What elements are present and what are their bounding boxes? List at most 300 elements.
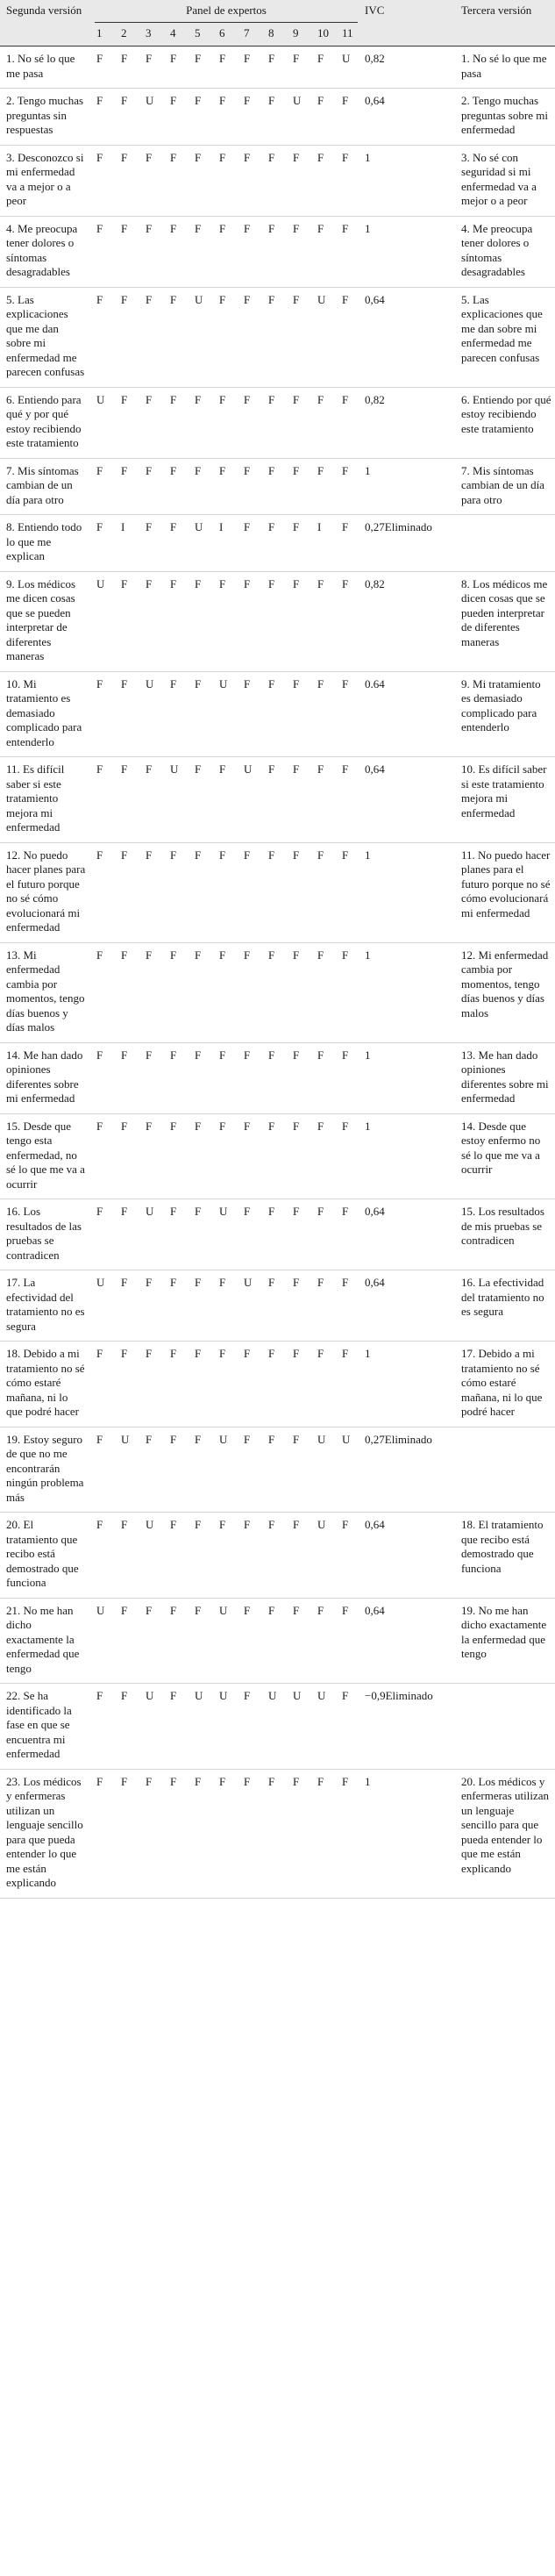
segunda-version-item: 21. No me han dicho exactamente la enfermedad que tengo <box>6 1603 80 1675</box>
ivc-value: 1 <box>365 463 371 477</box>
expert-rating: F <box>219 94 226 107</box>
expert-number-7: 7 <box>238 23 263 47</box>
expert-rating: F <box>219 463 226 477</box>
ivc-value: 1 <box>365 221 371 235</box>
expert-rating: U <box>293 1689 302 1702</box>
expert-rating: F <box>96 848 103 862</box>
table-row <box>0 89 555 146</box>
expert-rating: F <box>96 762 103 776</box>
expert-rating: F <box>170 150 177 164</box>
expert-rating: F <box>219 1774 226 1788</box>
expert-rating: F <box>170 948 177 962</box>
expert-rating: F <box>121 762 128 776</box>
expert-rating: F <box>96 1119 103 1133</box>
expert-rating: F <box>244 1432 251 1446</box>
expert-rating: F <box>121 576 128 590</box>
expert-rating: F <box>96 150 103 164</box>
segunda-version-item: 13. Mi enfermedad cambia por momentos, tengo días buenos y días malos <box>6 948 85 1034</box>
expert-rating: F <box>342 94 349 107</box>
expert-rating: F <box>293 848 300 862</box>
expert-rating: F <box>293 1603 300 1617</box>
segunda-version-item: 10. Mi tratamiento es demasiado complicado para entenderlo <box>6 676 82 748</box>
expert-number-8: 8 <box>263 23 288 47</box>
expert-rating: F <box>317 1774 324 1788</box>
expert-rating: F <box>268 94 275 107</box>
expert-rating: F <box>219 576 226 590</box>
expert-rating: F <box>244 676 251 691</box>
expert-rating: F <box>293 52 300 65</box>
expert-rating: U <box>317 1689 326 1702</box>
ivc-value: 1 <box>365 1774 371 1788</box>
expert-rating: F <box>268 150 275 164</box>
expert-rating: F <box>96 520 103 533</box>
expert-rating: F <box>244 1603 251 1617</box>
expert-rating: F <box>244 1205 251 1218</box>
expert-number-9: 9 <box>288 23 312 47</box>
expert-rating: F <box>268 463 275 477</box>
ivc-value: 0,64 <box>365 1518 385 1531</box>
expert-rating: U <box>195 520 203 533</box>
expert-rating: F <box>146 520 153 533</box>
ivc-value: 1 <box>365 150 371 164</box>
expert-rating: F <box>96 676 103 691</box>
expert-rating: F <box>146 1048 153 1062</box>
segunda-version-item: 1. No sé lo que me pasa <box>6 52 75 80</box>
expert-rating: F <box>121 676 128 691</box>
expert-rating: F <box>342 1774 349 1788</box>
table-row <box>0 942 555 1042</box>
expert-rating: F <box>317 948 324 962</box>
expert-rating: F <box>317 150 324 164</box>
expert-rating: F <box>293 292 300 306</box>
expert-rating: F <box>121 1689 128 1702</box>
tercera-version-item: 20. Los médicos y enfermeras utilizan un lenguaje sencillo para que pueda entender lo que me están explicando <box>461 1774 549 1875</box>
tercera-version-item: 18. El tratamiento que recibo está demostrado que funciona <box>461 1518 544 1575</box>
expert-number-4: 4 <box>165 23 189 47</box>
segunda-version-item: 12. No puedo hacer planes para el futuro porque no sé cómo evolucionará mi enfermedad <box>6 848 86 934</box>
expert-rating: F <box>219 1276 226 1289</box>
tercera-version-item: 4. Me preocupa tener dolores o síntomas desagradables <box>461 221 533 278</box>
table-row <box>0 1769 555 1898</box>
expert-rating: F <box>342 948 349 962</box>
expert-rating: U <box>96 392 105 406</box>
header-tercera-version: Tercera versión <box>455 0 555 47</box>
ivc-value: 0,64 <box>365 1276 385 1289</box>
expert-rating: F <box>342 520 349 533</box>
segunda-version-item: 11. Es difícil saber si este tratamiento mejora mi enfermedad <box>6 762 65 834</box>
ivc-value: 0,82 <box>365 392 385 406</box>
table-row <box>0 1684 555 1770</box>
expert-rating: F <box>146 1774 153 1788</box>
table-row <box>0 1427 555 1513</box>
expert-rating: F <box>268 1205 275 1218</box>
expert-rating: F <box>195 392 202 406</box>
expert-rating: F <box>219 1518 226 1531</box>
expert-rating: F <box>170 94 177 107</box>
expert-rating: F <box>244 1347 251 1360</box>
expert-rating: F <box>146 1119 153 1133</box>
expert-number-6: 6 <box>214 23 238 47</box>
expert-rating: F <box>96 94 103 107</box>
ivc-value: −0,9Eliminado <box>365 1689 433 1702</box>
expert-rating: F <box>195 221 202 235</box>
expert-rating: F <box>342 1205 349 1218</box>
expert-rating: U <box>342 1432 351 1446</box>
ivc-value: 1 <box>365 1048 371 1062</box>
table-row <box>0 287 555 387</box>
expert-rating: F <box>96 221 103 235</box>
tercera-version-item: 5. Las explicaciones que me dan sobre mi enfermedad me parecen confusas <box>461 292 543 364</box>
expert-rating: F <box>121 1205 128 1218</box>
expert-rating: F <box>195 1347 202 1360</box>
expert-rating: F <box>121 1347 128 1360</box>
expert-rating: F <box>170 392 177 406</box>
expert-rating: F <box>342 576 349 590</box>
expert-rating: F <box>146 392 153 406</box>
expert-rating: U <box>146 1689 154 1702</box>
expert-rating: F <box>170 1689 177 1702</box>
expert-rating: U <box>146 94 154 107</box>
segunda-version-item: 14. Me han dado opiniones diferentes sobre mi enfermedad <box>6 1048 83 1105</box>
expert-rating: U <box>170 762 179 776</box>
expert-rating: F <box>170 1119 177 1133</box>
expert-rating: F <box>170 292 177 306</box>
expert-rating: F <box>342 1518 349 1531</box>
tercera-version-item: 2. Tengo muchas preguntas sobre mi enfermedad <box>461 94 548 136</box>
tercera-version-item: 8. Los médicos me dicen cosas que se pueden interpretar de diferentes maneras <box>461 576 548 648</box>
expert-rating: F <box>342 463 349 477</box>
ivc-value: 0,82 <box>365 576 385 590</box>
expert-rating: U <box>146 676 154 691</box>
expert-rating: F <box>121 221 128 235</box>
ivc-value: 0,64 <box>365 1603 385 1617</box>
expert-rating: F <box>244 94 251 107</box>
header-ivc: IVC <box>361 0 455 47</box>
expert-rating: F <box>170 1205 177 1218</box>
expert-rating: F <box>244 52 251 65</box>
expert-rating: F <box>195 463 202 477</box>
expert-rating: F <box>317 463 324 477</box>
expert-rating: F <box>96 292 103 306</box>
expert-rating: F <box>244 576 251 590</box>
expert-rating: F <box>268 520 275 533</box>
expert-rating: F <box>317 94 324 107</box>
expert-rating: F <box>96 1432 103 1446</box>
table-row <box>0 1113 555 1199</box>
expert-rating: U <box>219 1689 228 1702</box>
expert-rating: F <box>342 221 349 235</box>
expert-rating: F <box>219 392 226 406</box>
tercera-version-item: 13. Me han dado opiniones diferentes sobre mi enfermedad <box>461 1048 549 1105</box>
expert-rating: F <box>342 1689 349 1702</box>
expert-rating: F <box>195 848 202 862</box>
expert-number-3: 3 <box>140 23 165 47</box>
expert-rating: U <box>219 1205 228 1218</box>
table-row <box>0 1270 555 1342</box>
expert-rating: F <box>121 1603 128 1617</box>
expert-rating: I <box>219 520 224 533</box>
expert-rating: F <box>268 292 275 306</box>
table-row <box>0 1598 555 1684</box>
expert-rating: F <box>170 676 177 691</box>
expert-number-5: 5 <box>189 23 214 47</box>
expert-rating: F <box>293 392 300 406</box>
expert-rating: F <box>268 1603 275 1617</box>
expert-rating: F <box>146 576 153 590</box>
segunda-version-item: 20. El tratamiento que recibo está demostrado que funciona <box>6 1518 79 1589</box>
expert-rating: F <box>121 292 128 306</box>
tercera-version-item: 7. Mis síntomas cambian de un día para otro <box>461 463 544 506</box>
expert-rating: F <box>268 762 275 776</box>
segunda-version-item: 18. Debido a mi tratamiento no sé cómo estaré mañana, ni lo que podré hacer <box>6 1347 85 1418</box>
expert-rating: F <box>146 150 153 164</box>
expert-rating: F <box>146 292 153 306</box>
expert-rating: F <box>293 150 300 164</box>
expert-rating: F <box>219 150 226 164</box>
expert-rating: U <box>195 1689 203 1702</box>
expert-rating: F <box>195 1774 202 1788</box>
expert-rating: F <box>146 463 153 477</box>
ivc-value: 1 <box>365 948 371 962</box>
expert-rating: F <box>96 463 103 477</box>
table-row <box>0 216 555 287</box>
expert-rating: F <box>268 848 275 862</box>
expert-rating: U <box>244 1276 253 1289</box>
expert-rating: F <box>146 1603 153 1617</box>
expert-rating: F <box>317 1119 324 1133</box>
expert-rating: F <box>146 52 153 65</box>
expert-rating: F <box>96 1774 103 1788</box>
expert-rating: F <box>317 52 324 65</box>
expert-rating: F <box>146 848 153 862</box>
tercera-version-item: 12. Mi enfermedad cambia por momentos, tengo días buenos y días malos <box>461 948 549 1020</box>
expert-rating: U <box>146 1518 154 1531</box>
segunda-version-item: 3. Desconozco si mi enfermedad va a mejor o a peor <box>6 150 84 207</box>
ivc-value: 0,82 <box>365 52 385 65</box>
expert-rating: U <box>219 1432 228 1446</box>
expert-rating: F <box>293 762 300 776</box>
expert-rating: F <box>121 1276 128 1289</box>
segunda-version-item: 4. Me preocupa tener dolores o síntomas desagradables <box>6 221 78 278</box>
expert-rating: F <box>293 1518 300 1531</box>
expert-rating: F <box>342 1603 349 1617</box>
expert-rating: F <box>317 1347 324 1360</box>
table-row <box>0 1042 555 1113</box>
expert-rating: F <box>195 676 202 691</box>
expert-rating: F <box>170 1347 177 1360</box>
segunda-version-item: 2. Tengo muchas preguntas sin respuestas <box>6 94 84 136</box>
expert-rating: F <box>317 1276 324 1289</box>
tercera-version-item: 10. Es difícil saber si este tratamiento mejora mi enfermedad <box>461 762 547 819</box>
tercera-version-item: 16. La efectividad del tratamiento no es segura <box>461 1276 544 1318</box>
expert-rating: F <box>195 576 202 590</box>
expert-rating: F <box>317 676 324 691</box>
expert-rating: F <box>268 948 275 962</box>
expert-rating: F <box>293 1205 300 1218</box>
expert-number-1: 1 <box>91 23 116 47</box>
expert-rating: F <box>317 762 324 776</box>
expert-rating: F <box>170 1432 177 1446</box>
expert-rating: F <box>244 1689 251 1702</box>
expert-rating: F <box>170 848 177 862</box>
expert-rating: F <box>342 1347 349 1360</box>
table-row <box>0 1199 555 1270</box>
expert-rating: F <box>268 1048 275 1062</box>
expert-rating: F <box>219 221 226 235</box>
expert-rating: F <box>170 52 177 65</box>
expert-rating: F <box>170 520 177 533</box>
expert-rating: U <box>146 1205 154 1218</box>
expert-rating: F <box>219 1347 226 1360</box>
segunda-version-item: 15. Desde que tengo esta enfermedad, no sé lo que me va a ocurrir <box>6 1119 85 1191</box>
expert-rating: F <box>244 1518 251 1531</box>
segunda-version-item: 16. Los resultados de las pruebas se contradicen <box>6 1205 82 1262</box>
expert-rating: U <box>268 1689 277 1702</box>
header-segunda-version: Segunda versión <box>0 0 91 47</box>
segunda-version-item: 22. Se ha identificado la fase en que se encuentra mi enfermedad <box>6 1689 72 1760</box>
ivc-value: 0,64 <box>365 94 385 107</box>
expert-number-11: 11 <box>337 23 361 47</box>
expert-rating: F <box>244 392 251 406</box>
expert-rating: F <box>342 1119 349 1133</box>
expert-rating: F <box>146 1432 153 1446</box>
expert-rating: F <box>317 221 324 235</box>
tercera-version-item: 1. No sé lo que me pasa <box>461 52 547 80</box>
table-row <box>0 757 555 843</box>
expert-rating: F <box>244 948 251 962</box>
expert-number-10: 10 <box>312 23 337 47</box>
ivc-value: 0,27Eliminado <box>365 1432 432 1446</box>
expert-rating: F <box>268 576 275 590</box>
expert-rating: F <box>293 948 300 962</box>
expert-rating: F <box>195 1603 202 1617</box>
expert-rating: I <box>121 520 125 533</box>
expert-rating: F <box>317 1048 324 1062</box>
expert-rating: F <box>96 52 103 65</box>
expert-rating: F <box>170 1603 177 1617</box>
table-row <box>0 671 555 757</box>
expert-rating: F <box>170 1518 177 1531</box>
expert-rating: F <box>121 848 128 862</box>
expert-rating: F <box>317 1603 324 1617</box>
expert-rating: F <box>268 1774 275 1788</box>
segunda-version-item: 19. Estoy seguro de que no me encontrarán ningún problema más <box>6 1432 84 1504</box>
expert-rating: F <box>244 150 251 164</box>
expert-rating: F <box>244 1048 251 1062</box>
expert-rating: F <box>170 1048 177 1062</box>
expert-rating: F <box>195 1048 202 1062</box>
segunda-version-item: 6. Entiendo para qué y por qué estoy recibiendo este tratamiento <box>6 392 82 449</box>
expert-rating: F <box>96 1689 103 1702</box>
expert-rating: F <box>219 848 226 862</box>
expert-rating: F <box>195 762 202 776</box>
expert-rating: F <box>342 392 349 406</box>
expert-rating: F <box>219 52 226 65</box>
expert-rating: F <box>244 848 251 862</box>
expert-rating: F <box>195 1276 202 1289</box>
expert-rating: U <box>219 1603 228 1617</box>
expert-rating: F <box>342 848 349 862</box>
ivc-value: 0,27Eliminado <box>365 520 432 533</box>
expert-rating: F <box>121 94 128 107</box>
tercera-version-item <box>455 515 555 572</box>
expert-rating: U <box>244 762 253 776</box>
expert-rating: F <box>317 1205 324 1218</box>
expert-rating: F <box>244 1774 251 1788</box>
expert-rating: F <box>342 292 349 306</box>
tercera-version-item <box>455 1427 555 1513</box>
expert-rating: U <box>121 1432 130 1446</box>
expert-rating: F <box>195 94 202 107</box>
expert-rating: F <box>121 52 128 65</box>
expert-rating: F <box>268 676 275 691</box>
expert-rating: F <box>293 676 300 691</box>
tercera-version-item: 17. Debido a mi tratamiento no sé cómo estaré mañana, ni lo que podré hacer <box>461 1347 543 1418</box>
expert-rating: F <box>195 948 202 962</box>
expert-rating: F <box>146 948 153 962</box>
table-row <box>0 1342 555 1428</box>
tercera-version-item: 6. Entiendo por qué estoy recibiendo este tratamiento <box>461 392 551 435</box>
expert-rating: F <box>170 463 177 477</box>
segunda-version-item: 7. Mis síntomas cambian de un día para otro <box>6 463 79 506</box>
expert-rating: F <box>195 1432 202 1446</box>
table-row <box>0 387 555 458</box>
expert-rating: F <box>96 1048 103 1062</box>
expert-rating: F <box>244 1119 251 1133</box>
tercera-version-item: 9. Mi tratamiento es demasiado complicado para entenderlo <box>461 676 541 733</box>
expert-rating: F <box>293 1432 300 1446</box>
table-body <box>0 47 555 1899</box>
expert-rating: F <box>219 292 226 306</box>
tercera-version-item <box>455 1684 555 1770</box>
expert-rating: F <box>317 848 324 862</box>
expert-rating: F <box>121 1518 128 1531</box>
expert-rating: F <box>121 463 128 477</box>
expert-rating: F <box>121 1119 128 1133</box>
table-row <box>0 145 555 216</box>
segunda-version-item: 9. Los médicos me dicen cosas que se pueden interpretar de diferentes maneras <box>6 576 76 662</box>
expert-rating: F <box>170 1774 177 1788</box>
expert-rating: F <box>268 1518 275 1531</box>
expert-rating: F <box>121 948 128 962</box>
expert-rating: F <box>268 1119 275 1133</box>
segunda-version-item: 23. Los médicos y enfermeras utilizan un lenguaje sencillo para que pueda entender lo que me están explicando <box>6 1774 83 1889</box>
tercera-version-item: 19. No me han dicho exactamente la enfermedad que tengo <box>461 1603 547 1660</box>
table-row <box>0 1513 555 1599</box>
expert-rating: F <box>195 1518 202 1531</box>
expert-rating: F <box>342 1048 349 1062</box>
expert-rating: F <box>293 1276 300 1289</box>
expert-rating: F <box>293 1347 300 1360</box>
expert-rating: F <box>170 576 177 590</box>
expert-rating: F <box>293 221 300 235</box>
expert-rating: F <box>268 1432 275 1446</box>
expert-rating: F <box>293 463 300 477</box>
expert-rating: F <box>121 392 128 406</box>
ivc-value: 1 <box>365 1347 371 1360</box>
expert-rating: F <box>121 1048 128 1062</box>
expert-rating: F <box>170 221 177 235</box>
expert-rating: F <box>146 1347 153 1360</box>
expert-rating: F <box>244 520 251 533</box>
panel-title-text: Panel de expertos <box>95 4 358 23</box>
expert-rating: U <box>96 576 105 590</box>
ivc-value: 1 <box>365 848 371 862</box>
expert-rating: F <box>195 1205 202 1218</box>
table-row <box>0 571 555 671</box>
expert-rating: F <box>317 392 324 406</box>
expert-rating: F <box>268 1276 275 1289</box>
